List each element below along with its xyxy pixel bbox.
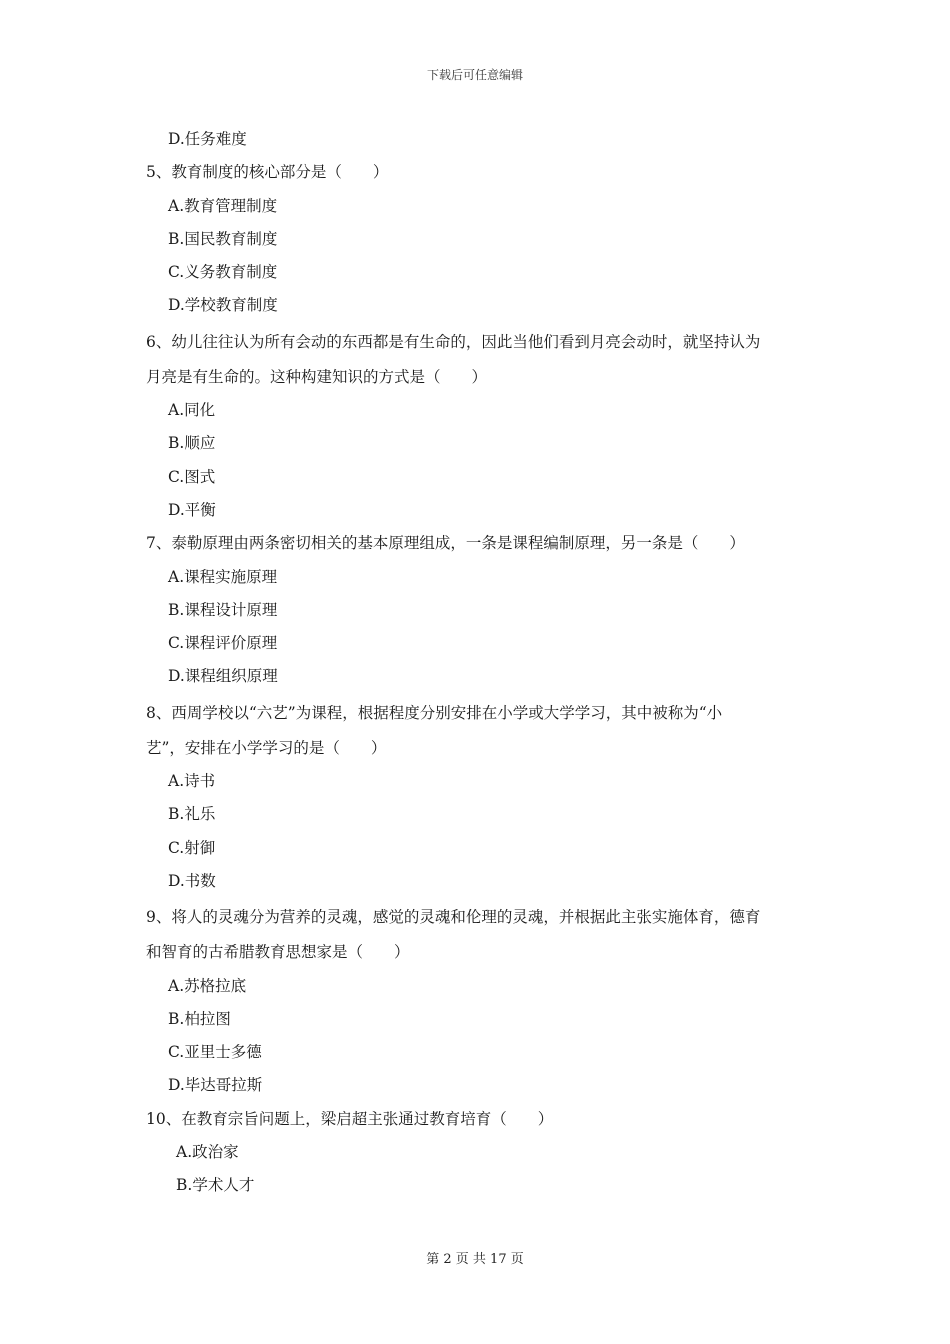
question-text: 9、将人的灵魂分为营养的灵魂，感觉的灵魂和伦理的灵魂，并根据此主张实施体育，德育 bbox=[146, 908, 761, 927]
question-text: 艺”，安排在小学学习的是（ ） bbox=[146, 738, 387, 757]
answer-option: B.礼乐 bbox=[168, 805, 216, 824]
answer-option: D.书数 bbox=[168, 871, 216, 890]
answer-option: D.平衡 bbox=[168, 500, 216, 519]
question-text: 和智育的古希腊教育思想家是（ ） bbox=[146, 943, 410, 962]
answer-option: C.课程评价原理 bbox=[168, 634, 278, 653]
question-list bbox=[146, 123, 816, 1203]
question-text: 6、幼儿往往认为所有会动的东西都是有生命的，因此当他们看到月亮会动时，就坚持认为 bbox=[146, 332, 761, 351]
answer-option: A.课程实施原理 bbox=[168, 567, 278, 586]
question-text: 8、西周学校以“六艺”为课程，根据程度分别安排在小学或大学学习，其中被称为“小 bbox=[146, 703, 723, 722]
page-footer: 第 2 页 共 17 页 bbox=[426, 1252, 524, 1267]
answer-option: B.顺应 bbox=[168, 434, 216, 453]
answer-option: C.亚里士多德 bbox=[168, 1043, 262, 1062]
page-header: 下载后可任意编辑 bbox=[426, 68, 523, 82]
question-text: 月亮是有生命的。这种构建知识的方式是（ ） bbox=[146, 367, 488, 386]
answer-option: A.政治家 bbox=[176, 1143, 239, 1162]
answer-option: A.苏格拉底 bbox=[168, 976, 247, 995]
answer-option: B.学术人才 bbox=[176, 1176, 255, 1195]
answer-option: A.教育管理制度 bbox=[168, 196, 278, 215]
question-text: 5、教育制度的核心部分是（ ） bbox=[146, 163, 389, 182]
answer-option: D.任务难度 bbox=[168, 130, 247, 148]
answer-option: A.同化 bbox=[168, 401, 216, 420]
question-text: 7、泰勒原理由两条密切相关的基本原理组成，一条是课程编制原理，另一条是（ ） bbox=[146, 534, 745, 553]
answer-option: D.毕达哥拉斯 bbox=[168, 1076, 263, 1095]
answer-option: B.课程设计原理 bbox=[168, 600, 278, 619]
answer-option: D.学校教育制度 bbox=[168, 296, 278, 315]
answer-option: C.义务教育制度 bbox=[168, 263, 278, 282]
question-text: 10、在教育宗旨问题上，梁启超主张通过教育培育（ ） bbox=[146, 1109, 554, 1128]
answer-option: D.课程组织原理 bbox=[168, 667, 278, 686]
answer-option: C.图式 bbox=[168, 467, 216, 486]
answer-option: B.国民教育制度 bbox=[168, 229, 278, 248]
answer-option: C.射御 bbox=[168, 838, 216, 857]
answer-option: B.柏拉图 bbox=[168, 1009, 231, 1028]
answer-option: A.诗书 bbox=[168, 772, 216, 791]
